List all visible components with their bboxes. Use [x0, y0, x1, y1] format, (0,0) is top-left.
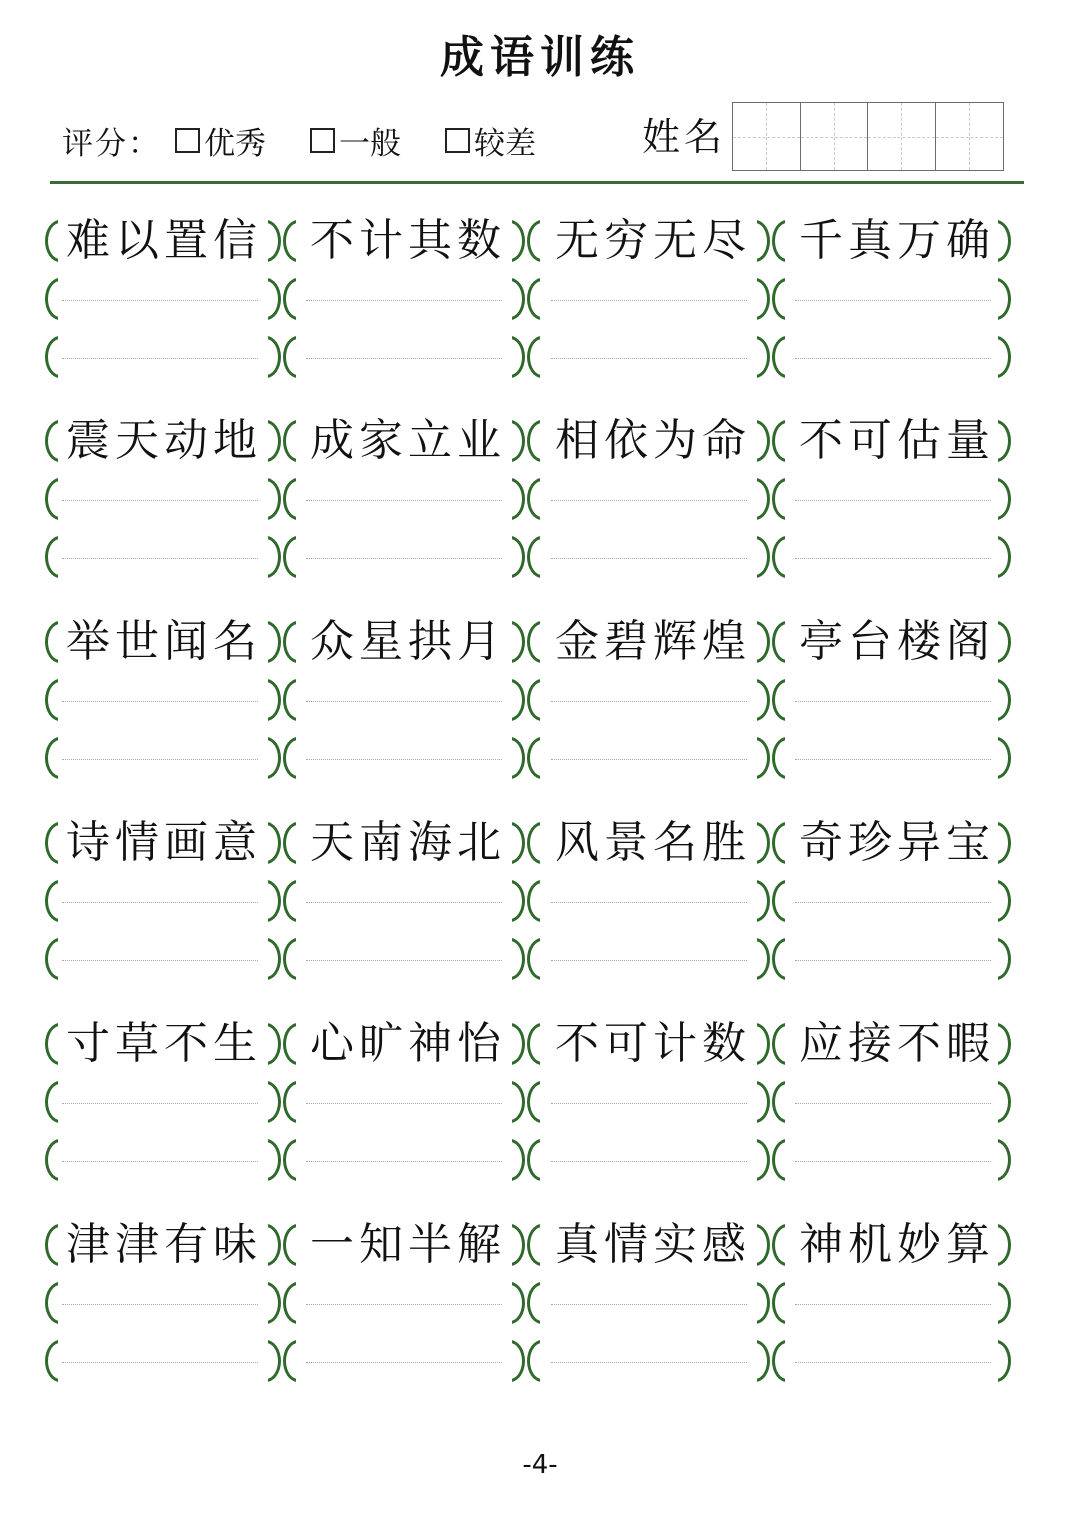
option-label-excellent: 优秀	[204, 125, 266, 162]
blank-answer-cell[interactable]	[551, 878, 747, 924]
blank-answer-cell[interactable]	[62, 1280, 258, 1326]
idiom-cell	[551, 817, 751, 868]
open-paren	[42, 735, 58, 781]
idiom-cell	[795, 415, 995, 466]
idiom-text: 神机妙算	[799, 1219, 995, 1270]
open-paren	[42, 820, 58, 866]
blank-answer-cell[interactable]	[795, 476, 991, 522]
dotted-writing-line	[62, 960, 258, 961]
idiom-cell	[551, 415, 751, 466]
dotted-writing-line	[795, 500, 991, 501]
close-paren	[998, 735, 1014, 781]
idiom-text: 众星拱月	[310, 616, 506, 667]
close-paren	[998, 276, 1014, 322]
page-title: 成语训练	[440, 32, 640, 83]
close-paren	[998, 1137, 1014, 1183]
dotted-writing-line	[306, 558, 502, 559]
dotted-writing-line	[306, 1304, 502, 1305]
idiom-cell	[551, 1219, 751, 1270]
dotted-writing-line	[62, 558, 258, 559]
idiom-text: 亭台楼阁	[799, 616, 995, 667]
close-paren	[512, 1137, 528, 1183]
blank-answer-cell[interactable]	[62, 878, 258, 924]
close-paren	[998, 1280, 1014, 1326]
close-paren	[998, 1079, 1014, 1125]
close-paren	[757, 218, 773, 264]
blank-answer-cell[interactable]	[795, 334, 991, 380]
close-paren	[998, 334, 1014, 380]
blank-answer-cell[interactable]	[62, 735, 258, 781]
blank-answer-cell[interactable]	[306, 476, 502, 522]
close-paren	[998, 218, 1014, 264]
close-paren	[268, 735, 284, 781]
open-paren	[42, 476, 58, 522]
blank-answer-cell[interactable]	[306, 878, 502, 924]
dotted-writing-line	[306, 1362, 502, 1363]
dotted-writing-line	[62, 300, 258, 301]
blank-answer-cell[interactable]	[62, 936, 258, 982]
blank-answer-cell[interactable]	[306, 735, 502, 781]
close-paren	[512, 1280, 528, 1326]
idiom-text: 无穷无尽	[555, 215, 751, 266]
blank-answer-cell[interactable]	[551, 1079, 747, 1125]
close-paren	[268, 418, 284, 464]
close-paren	[512, 878, 528, 924]
dotted-writing-line	[306, 960, 502, 961]
dotted-writing-line	[306, 300, 502, 301]
idiom-cell	[551, 616, 751, 667]
idiom-text: 不计其数	[310, 215, 506, 266]
dotted-writing-line	[62, 1103, 258, 1104]
idiom-cell	[795, 817, 995, 868]
close-paren	[268, 1021, 284, 1067]
dotted-writing-line	[795, 759, 991, 760]
open-paren	[42, 936, 58, 982]
close-paren	[757, 735, 773, 781]
idiom-text: 相依为命	[555, 415, 751, 466]
dotted-writing-line	[551, 1161, 747, 1162]
blank-answer-cell[interactable]	[306, 677, 502, 723]
blank-answer-cell[interactable]	[306, 276, 502, 322]
dotted-writing-line	[795, 960, 991, 961]
open-paren	[42, 1280, 58, 1326]
close-paren	[757, 534, 773, 580]
idiom-text: 不可估量	[799, 415, 995, 466]
close-paren	[998, 878, 1014, 924]
idiom-text: 奇珍异宝	[799, 817, 995, 868]
blank-answer-cell[interactable]	[551, 735, 747, 781]
blank-answer-cell[interactable]	[62, 1137, 258, 1183]
idiom-cell	[551, 1018, 751, 1069]
close-paren	[268, 619, 284, 665]
open-paren	[42, 878, 58, 924]
open-paren	[42, 1021, 58, 1067]
rating-label: 评分：	[62, 125, 161, 162]
dotted-writing-line	[795, 701, 991, 702]
close-paren	[998, 677, 1014, 723]
open-paren	[42, 276, 58, 322]
dotted-writing-line	[551, 500, 747, 501]
option-label-average: 一般	[339, 125, 401, 162]
dotted-writing-line	[551, 1304, 747, 1305]
idiom-text: 金碧辉煌	[555, 616, 751, 667]
blank-answer-cell[interactable]	[795, 534, 991, 580]
idiom-text: 一知半解	[310, 1219, 506, 1270]
close-paren	[998, 1338, 1014, 1384]
open-paren	[42, 1222, 58, 1268]
idiom-cell	[306, 415, 506, 466]
close-paren	[757, 820, 773, 866]
close-paren	[512, 820, 528, 866]
idiom-cell	[62, 1219, 262, 1270]
idiom-cell	[62, 215, 262, 266]
open-paren	[42, 218, 58, 264]
idiom-cell	[62, 1018, 262, 1069]
dotted-writing-line	[551, 701, 747, 702]
close-paren	[512, 1222, 528, 1268]
open-paren	[42, 334, 58, 380]
open-paren	[42, 1137, 58, 1183]
blank-answer-cell[interactable]	[62, 276, 258, 322]
option-label-poor: 较差	[474, 125, 536, 162]
idiom-cell	[306, 817, 506, 868]
close-paren	[757, 1079, 773, 1125]
blank-answer-cell[interactable]	[306, 936, 502, 982]
dotted-writing-line	[795, 902, 991, 903]
close-paren	[757, 619, 773, 665]
idiom-cell	[551, 215, 751, 266]
close-paren	[757, 677, 773, 723]
dotted-writing-line	[306, 1103, 502, 1104]
dotted-writing-line	[551, 1362, 747, 1363]
blank-answer-cell[interactable]	[306, 334, 502, 380]
dotted-writing-line	[62, 358, 258, 359]
close-paren	[512, 1079, 528, 1125]
close-paren	[512, 1338, 528, 1384]
close-paren	[268, 878, 284, 924]
dotted-writing-line	[62, 902, 258, 903]
idiom-text: 不可计数	[555, 1018, 751, 1069]
dotted-writing-line	[551, 558, 747, 559]
blank-answer-cell[interactable]	[62, 1079, 258, 1125]
close-paren	[268, 1338, 284, 1384]
close-paren	[998, 1021, 1014, 1067]
close-paren	[757, 276, 773, 322]
close-paren	[512, 735, 528, 781]
close-paren	[512, 418, 528, 464]
close-paren	[998, 534, 1014, 580]
blank-answer-cell[interactable]	[795, 276, 991, 322]
close-paren	[757, 418, 773, 464]
blank-answer-cell[interactable]	[795, 677, 991, 723]
close-paren	[512, 276, 528, 322]
dotted-writing-line	[306, 759, 502, 760]
close-paren	[757, 878, 773, 924]
close-paren	[268, 1280, 284, 1326]
close-paren	[512, 677, 528, 723]
close-paren	[757, 1280, 773, 1326]
blank-answer-cell[interactable]	[62, 677, 258, 723]
close-paren	[268, 276, 284, 322]
close-paren	[268, 936, 284, 982]
open-paren	[42, 619, 58, 665]
dotted-writing-line	[306, 500, 502, 501]
blank-answer-cell[interactable]	[306, 1137, 502, 1183]
blank-answer-cell[interactable]	[795, 936, 991, 982]
dotted-writing-line	[306, 701, 502, 702]
dotted-writing-line	[795, 1362, 991, 1363]
blank-answer-cell[interactable]	[795, 1137, 991, 1183]
idiom-text: 津津有味	[66, 1219, 262, 1270]
page-number: -4-	[522, 1450, 558, 1480]
blank-answer-cell[interactable]	[62, 534, 258, 580]
idiom-text: 千真万确	[799, 215, 995, 266]
dotted-writing-line	[62, 759, 258, 760]
idiom-text: 心旷神怡	[310, 1018, 506, 1069]
dotted-writing-line	[551, 759, 747, 760]
idiom-text: 诗情画意	[66, 817, 262, 868]
idiom-cell	[62, 616, 262, 667]
blank-answer-cell[interactable]	[795, 1280, 991, 1326]
blank-answer-cell[interactable]	[795, 1338, 991, 1384]
blank-answer-cell[interactable]	[551, 534, 747, 580]
idiom-cell	[306, 1219, 506, 1270]
close-paren	[268, 1137, 284, 1183]
dotted-writing-line	[795, 558, 991, 559]
dotted-writing-line	[795, 1103, 991, 1104]
blank-answer-cell[interactable]	[551, 1280, 747, 1326]
close-paren	[268, 476, 284, 522]
close-paren	[757, 476, 773, 522]
close-paren	[268, 820, 284, 866]
blank-answer-cell[interactable]	[551, 276, 747, 322]
dotted-writing-line	[62, 1161, 258, 1162]
idiom-text: 举世闻名	[66, 616, 262, 667]
close-paren	[998, 936, 1014, 982]
dotted-writing-line	[551, 1103, 747, 1104]
close-paren	[998, 476, 1014, 522]
close-paren	[268, 1222, 284, 1268]
idiom-cell	[62, 415, 262, 466]
close-paren	[998, 820, 1014, 866]
close-paren	[512, 619, 528, 665]
blank-answer-cell[interactable]	[62, 476, 258, 522]
blank-answer-cell[interactable]	[551, 936, 747, 982]
close-paren	[757, 936, 773, 982]
dotted-writing-line	[551, 358, 747, 359]
close-paren	[757, 1222, 773, 1268]
close-paren	[268, 1079, 284, 1125]
dotted-writing-line	[306, 902, 502, 903]
dotted-writing-line	[62, 500, 258, 501]
close-paren	[512, 334, 528, 380]
idiom-text: 难以置信	[66, 215, 262, 266]
close-paren	[512, 1021, 528, 1067]
blank-answer-cell[interactable]	[306, 1079, 502, 1125]
open-paren	[42, 1338, 58, 1384]
dotted-writing-line	[795, 1304, 991, 1305]
close-paren	[757, 1137, 773, 1183]
idiom-cell	[795, 1018, 995, 1069]
idiom-cell	[795, 1219, 995, 1270]
close-paren	[268, 677, 284, 723]
close-paren	[512, 476, 528, 522]
open-paren	[42, 1079, 58, 1125]
dotted-writing-line	[306, 358, 502, 359]
blank-answer-cell[interactable]	[62, 1338, 258, 1384]
close-paren	[757, 1021, 773, 1067]
idiom-text: 寸草不生	[66, 1018, 262, 1069]
idiom-text: 应接不暇	[799, 1018, 995, 1069]
blank-answer-cell[interactable]	[306, 1338, 502, 1384]
idiom-cell	[795, 616, 995, 667]
open-paren	[42, 677, 58, 723]
idiom-cell	[306, 215, 506, 266]
idiom-text: 真情实感	[555, 1219, 751, 1270]
blank-answer-cell[interactable]	[551, 334, 747, 380]
dotted-writing-line	[795, 358, 991, 359]
idiom-text: 风景名胜	[555, 817, 751, 868]
dotted-writing-line	[795, 300, 991, 301]
close-paren	[998, 1222, 1014, 1268]
close-paren	[512, 936, 528, 982]
close-paren	[512, 534, 528, 580]
close-paren	[268, 334, 284, 380]
name-label: 姓名	[642, 115, 727, 159]
idiom-text: 震天动地	[66, 415, 262, 466]
dotted-writing-line	[551, 902, 747, 903]
blank-answer-cell[interactable]	[551, 476, 747, 522]
close-paren	[998, 619, 1014, 665]
blank-answer-cell[interactable]	[551, 1137, 747, 1183]
dotted-writing-line	[551, 300, 747, 301]
dotted-writing-line	[62, 1304, 258, 1305]
dotted-writing-line	[306, 1161, 502, 1162]
idiom-text: 成家立业	[310, 415, 506, 466]
blank-answer-cell[interactable]	[62, 334, 258, 380]
idiom-cell	[62, 817, 262, 868]
open-paren	[42, 534, 58, 580]
close-paren	[757, 334, 773, 380]
close-paren	[268, 218, 284, 264]
close-paren	[998, 418, 1014, 464]
blank-answer-cell[interactable]	[306, 534, 502, 580]
close-paren	[512, 218, 528, 264]
close-paren	[757, 1338, 773, 1384]
idiom-cell	[306, 1018, 506, 1069]
idiom-cell	[795, 215, 995, 266]
blank-answer-cell[interactable]	[306, 1280, 502, 1326]
idiom-text: 天南海北	[310, 817, 506, 868]
idiom-cell	[306, 616, 506, 667]
blank-answer-cell[interactable]	[795, 735, 991, 781]
blank-answer-cell[interactable]	[551, 677, 747, 723]
blank-answer-cell[interactable]	[551, 1338, 747, 1384]
close-paren	[268, 534, 284, 580]
dotted-writing-line	[551, 960, 747, 961]
dotted-writing-line	[62, 701, 258, 702]
dotted-writing-line	[62, 1362, 258, 1363]
dotted-writing-line	[795, 1161, 991, 1162]
open-paren	[42, 418, 58, 464]
blank-answer-cell[interactable]	[795, 1079, 991, 1125]
blank-answer-cell[interactable]	[795, 878, 991, 924]
